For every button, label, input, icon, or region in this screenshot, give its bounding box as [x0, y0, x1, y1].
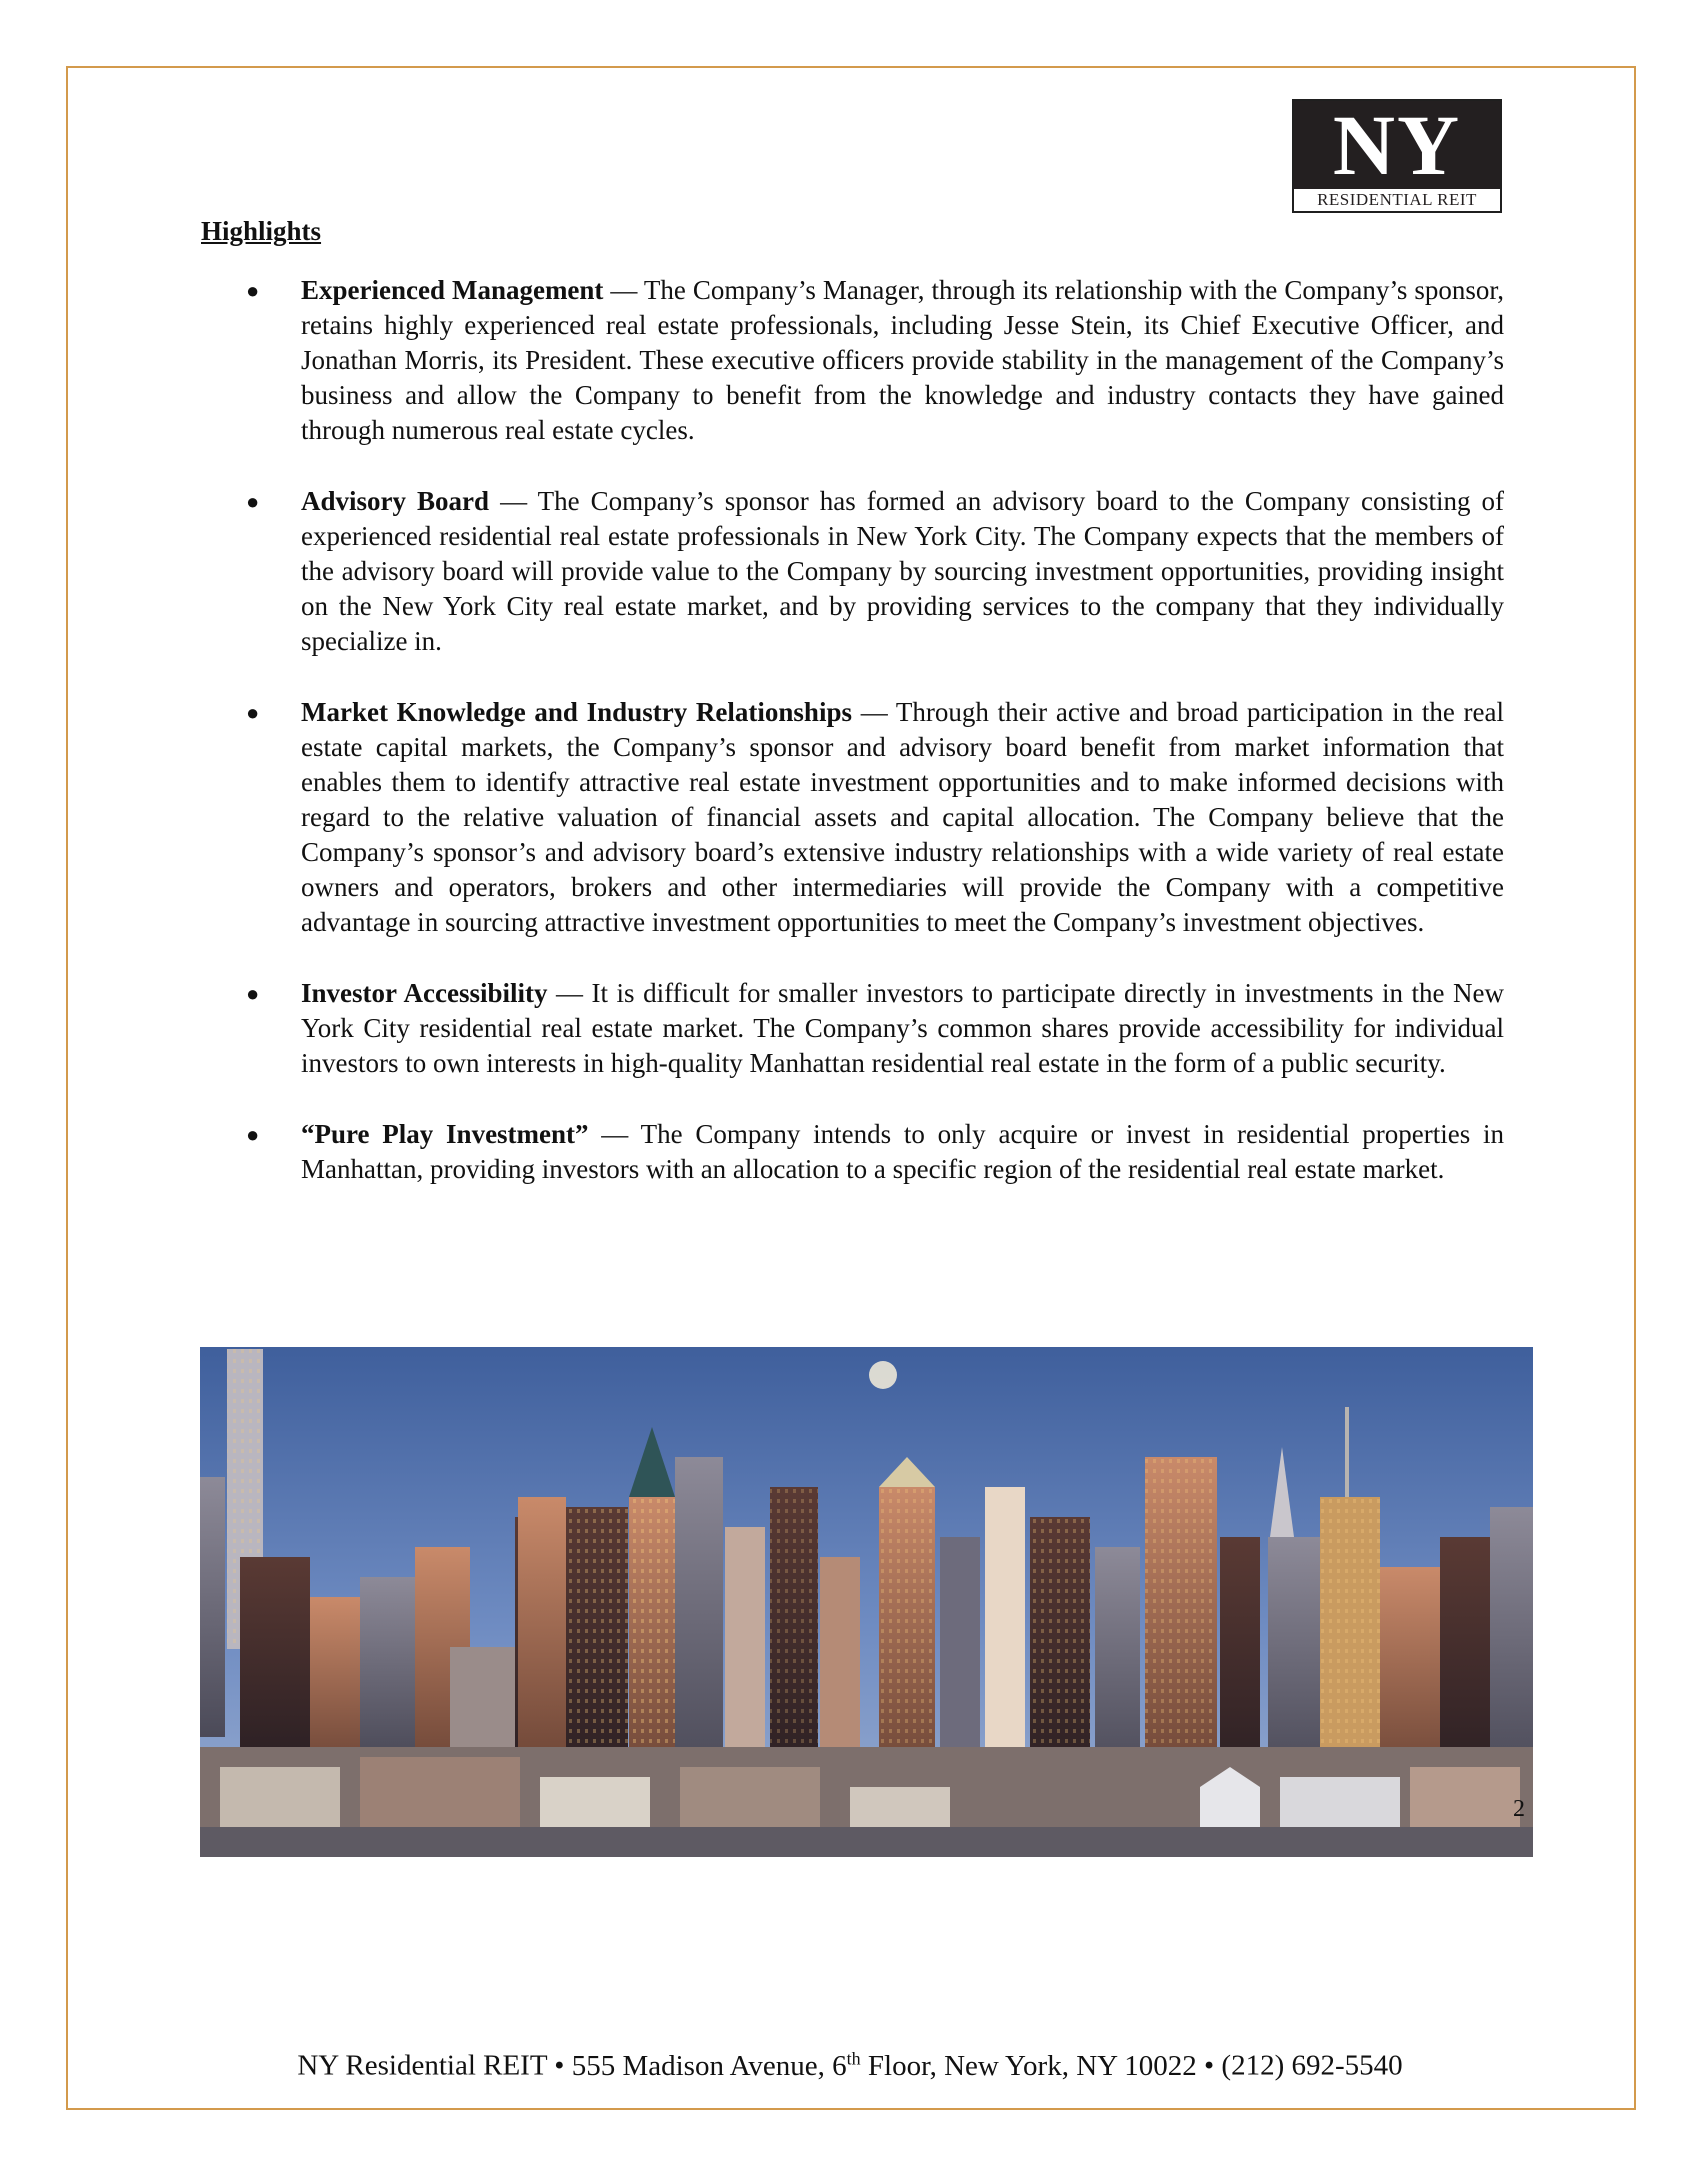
skyline-photo	[200, 1347, 1533, 1857]
footer-separator: •	[1196, 2049, 1222, 2082]
footer-phone: (212) 692-5540	[1221, 2049, 1403, 2082]
bullet-title: “Pure Play Investment”	[301, 1119, 589, 1149]
footer-address	[572, 2050, 1197, 2082]
bullet-title: Market Knowledge and Industry Relationships	[301, 697, 852, 727]
footer-address-pre: 555 Madison Avenue, 6	[571, 2049, 847, 2082]
logo-subtitle: RESIDENTIAL REIT	[1317, 190, 1477, 209]
skyline-illustration	[200, 1347, 1533, 1857]
page-number: 2	[1513, 1796, 1525, 1822]
list-item	[246, 695, 1504, 940]
footer-address-post: Floor, New York, NY 10022	[860, 2049, 1197, 2082]
bullet-title: Advisory Board	[301, 486, 490, 516]
list-item	[246, 1117, 1504, 1187]
list-item	[246, 273, 1504, 448]
bullet-title: Experienced Management	[301, 275, 604, 305]
footer-address-sup: th	[846, 2048, 861, 2068]
bullet-icon: ●	[246, 981, 260, 1006]
highlights-list	[246, 273, 1504, 1223]
footer	[0, 2048, 1700, 2083]
bullet-icon: ●	[246, 700, 260, 725]
list-item	[246, 484, 1504, 659]
section-heading: Highlights	[201, 216, 322, 246]
bullet-icon: ●	[246, 278, 260, 303]
bullet-text: — It is difficult for smaller investors to participate directly in investments in the New York City residential real estate market. The Company’s common shares provide accessibility for individual investors to own interests in high-quality Manhattan residential real estate in the form of a public security.	[301, 978, 1504, 1078]
bullet-text: — The Company intends to only acquire or invest in residential properties in Manhattan, providing investors with an allocation to a specific region of the residential real estate market.	[301, 1119, 1504, 1184]
bullet-text: — The Company’s Manager, through its relationship with the Company’s sponsor, retains highly experienced real estate professionals, including Jesse Stein, its Chief Executive Officer, and Jonathan Morris, its President. These executive officers provide stability in the management of the Company’s business and allow the Company to benefit from the knowledge and industry contacts they have gained through numerous real estate cycles.	[301, 275, 1504, 445]
bullet-text: — The Company’s sponsor has formed an advisory board to the Company consisting of experienced residential real estate professionals in New York City. The Company expects that the members of the advisory board will provide value to the Company by sourcing investment opportunities, providing insight on the New York City real estate market, and by providing services to the company that they individually specialize in.	[301, 486, 1504, 656]
company-logo	[1292, 99, 1502, 213]
logo-mark: NY	[1294, 101, 1500, 189]
bullet-title: Investor Accessibility	[301, 978, 548, 1008]
bullet-icon: ●	[246, 489, 260, 514]
bullet-icon: ●	[246, 1122, 260, 1147]
footer-company: NY Residential REIT	[297, 2049, 548, 2082]
list-item	[246, 976, 1504, 1081]
bullet-text: — Through their active and broad participation in the real estate capital markets, the Company’s sponsor and advisory board benefit from market information that enables them to identify attractive real estate investment opportunities and to make informed decisions with regard to the relative valuation of financial assets and capital allocation. The Company believe that the Company’s sponsor’s and advisory board’s extensive industry relationships with a wide variety of real estate owners and operators, brokers and other intermediaries will provide the Company with a competitive advantage in sourcing attractive investment opportunities to meet the Company’s investment objectives.	[301, 697, 1504, 937]
footer-separator: •	[547, 2049, 572, 2082]
